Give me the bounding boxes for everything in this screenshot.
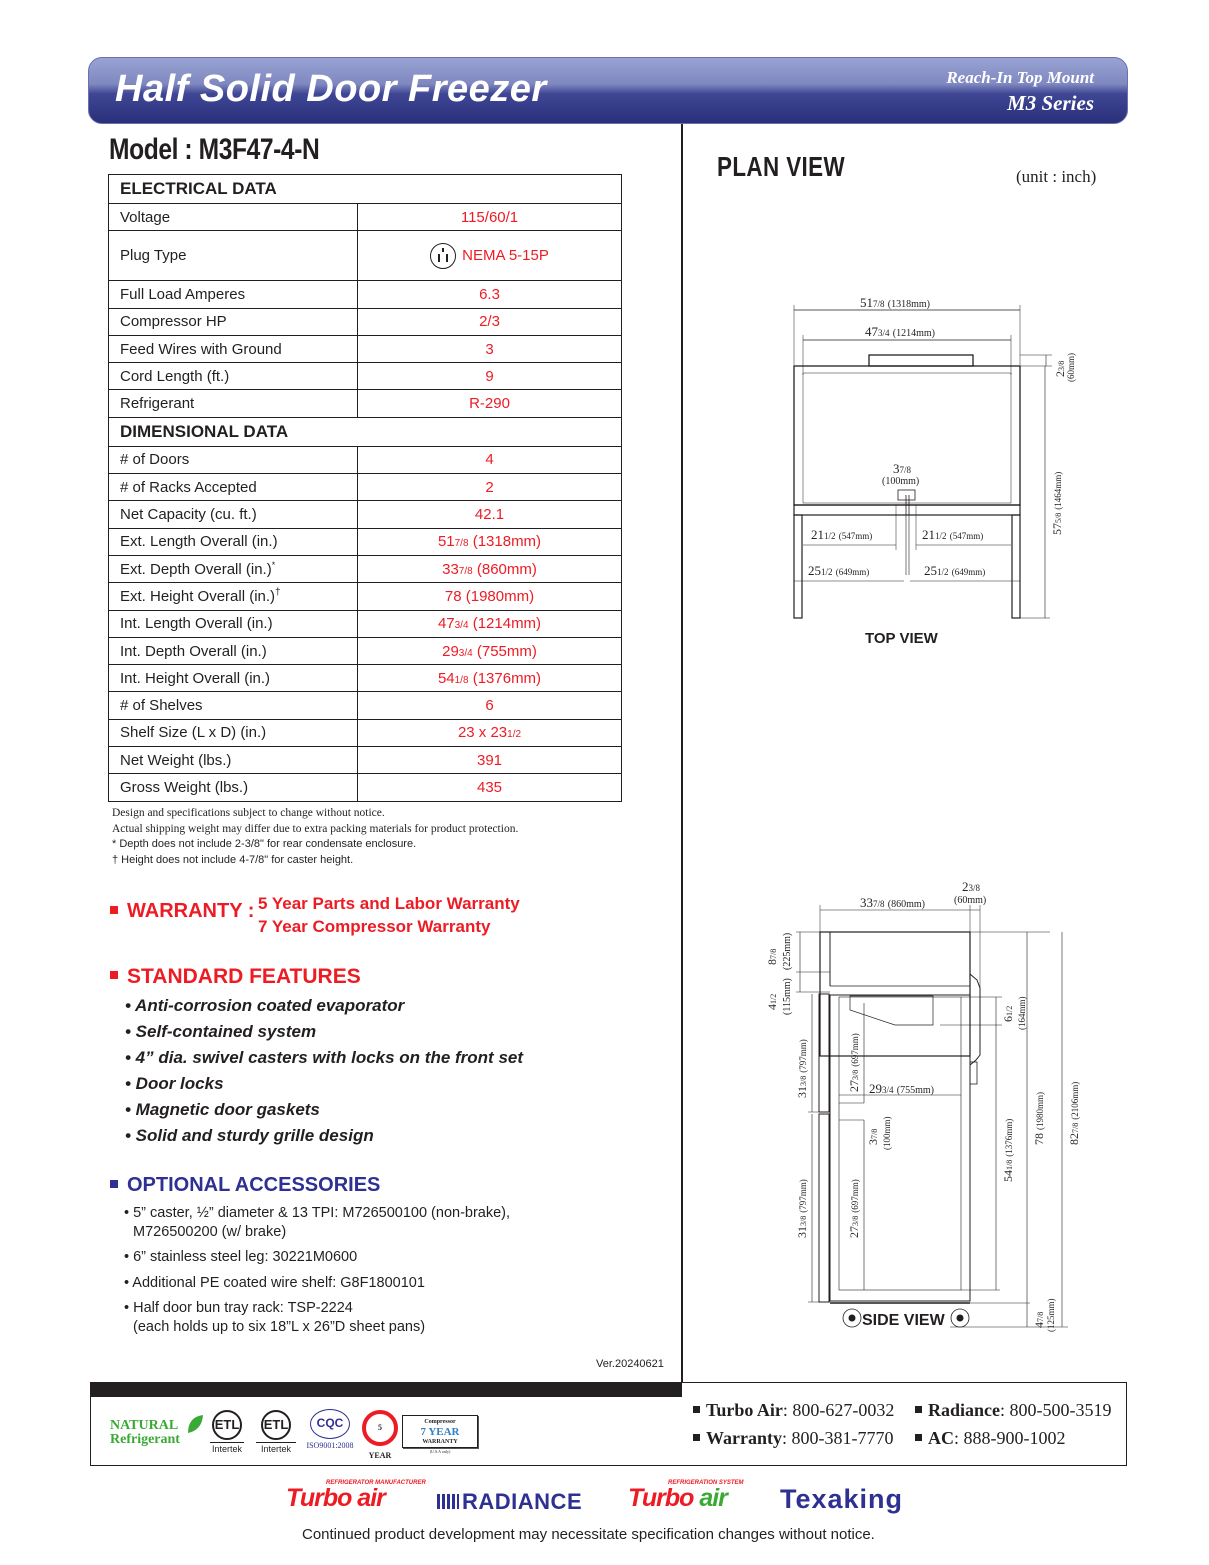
table-row — [109, 281, 622, 308]
column-divider — [681, 124, 683, 1382]
row-label: Full Load Amperes — [109, 281, 358, 308]
side-dim-upper-int — [847, 1033, 861, 1092]
row-value: 3 — [358, 335, 622, 362]
spec-notes — [112, 806, 518, 868]
header-subtitle-type: Reach-In Top Mount — [946, 68, 1094, 87]
list-item: • 4” dia. swivel casters with locks on the front set — [125, 1048, 524, 1067]
row-value: 6.3 — [358, 281, 622, 308]
table-row — [109, 501, 622, 528]
header-subtitle-series: M3 Series — [1007, 91, 1094, 115]
row-value: 115/60/1 — [358, 204, 622, 231]
dim-rear — [1053, 353, 1076, 382]
row-value: 391 — [358, 747, 622, 774]
turbo-air-logo-2: REFRIGERATION SYSTEM Turbo air — [628, 1480, 744, 1512]
dimensional-section-title: DIMENSIONAL DATA — [109, 417, 622, 446]
svg-text:(164mm): (164mm) — [1017, 996, 1027, 1030]
table-row — [109, 665, 622, 692]
cqc-logo: CQC ISO9001:2008 — [302, 1409, 358, 1450]
side-view-label: SIDE VIEW — [862, 1312, 945, 1329]
etl-logo-1: ETL Intertek — [210, 1410, 244, 1454]
page-title: Half Solid Door Freezer — [115, 68, 547, 110]
contact-list — [693, 1396, 1112, 1452]
side-dim-evaporator — [1001, 1006, 1015, 1022]
side-dim-caster — [1032, 1312, 1046, 1328]
turbo-air-logo-1: REFRIGERATOR MANUFACTURER Turbo air — [286, 1480, 426, 1512]
svg-text:(225mm): (225mm) — [782, 932, 793, 970]
plug-type-value: NEMA 5-15P — [462, 246, 549, 264]
standard-features-list — [125, 993, 523, 1149]
bullet-square-icon — [110, 971, 118, 979]
etl-icon: ETL — [212, 1410, 242, 1440]
table-row — [109, 555, 622, 582]
natural-refrigerant-logo: NATURAL Refrigerant — [110, 1418, 180, 1447]
row-label: Net Capacity (cu. ft.) — [109, 501, 358, 528]
side-dim-depth: 337/8 (860mm) — [860, 895, 925, 910]
etl-us-icon: ETL — [261, 1410, 291, 1440]
standard-features-title: STANDARD FEATURES — [110, 965, 361, 989]
svg-text:827/8 (2106mm): 827/8 (2106mm) — [1067, 1081, 1081, 1145]
row-label: Shelf Size (L x D) (in.) — [109, 719, 358, 746]
svg-text:(100mm): (100mm) — [882, 1116, 892, 1150]
side-dim-lower-door — [795, 1179, 809, 1238]
leaf-icon — [186, 1413, 204, 1435]
table-row — [109, 719, 622, 746]
table-row — [109, 231, 622, 281]
side-dim-lower-int — [847, 1179, 861, 1238]
row-value: 42.1 — [358, 501, 622, 528]
list-item: • Half door bun tray rack: TSP-2224 (each holds up to six 18”L x 26”D sheet pans) — [124, 1300, 426, 1335]
row-label: # of Shelves — [109, 692, 358, 719]
list-item: • 5” caster, ½” diameter & 13 TPI: M726500100 (non-brake), M726500200 (w/ brake) — [124, 1205, 511, 1240]
row-label: Voltage — [109, 204, 358, 231]
dim-door-open-left: 211/2 (547mm) — [811, 527, 873, 542]
contact-turbo-air: Turbo Air: 800-627-0032 — [693, 1396, 915, 1424]
note-height: † Height does not include 4-7/8" for caster height. — [112, 853, 354, 866]
row-value: 337/8 (860mm) — [358, 555, 622, 582]
row-value: 9 — [358, 363, 622, 390]
side-view-drawing — [750, 870, 1090, 1335]
row-value: 23 x 231/2 — [358, 719, 622, 746]
contact-ac: AC: 888-900-1002 — [915, 1424, 1066, 1452]
row-value: 2/3 — [358, 308, 622, 335]
side-dim-upper-door — [795, 1039, 809, 1098]
spec-table — [108, 174, 622, 802]
texaking-logo: Texaking — [780, 1484, 904, 1514]
svg-text:313/8 (797mm): 313/8 (797mm) — [795, 1039, 809, 1098]
nema-plug-icon — [430, 243, 456, 269]
row-label: Compressor HP — [109, 308, 358, 335]
svg-text:78 (1980mm): 78 (1980mm) — [1032, 1092, 1046, 1145]
top-view-drawing — [780, 285, 1100, 655]
svg-text:273/8 (697mm): 273/8 (697mm) — [847, 1179, 861, 1238]
list-item: • 6” stainless steel leg: 30221M0600 — [124, 1249, 358, 1265]
table-row — [109, 583, 622, 610]
side-dim-total-height — [1067, 1082, 1081, 1145]
footer-disclaimer: Continued product development may necessitate specification changes without notice. — [302, 1526, 875, 1543]
warranty-label: WARRANTY : — [110, 900, 254, 923]
row-value — [358, 231, 622, 281]
list-item: • Additional PE coated wire shelf: G8F1800101 — [124, 1274, 425, 1291]
svg-text:47/8: 47/8 — [1032, 1311, 1046, 1328]
side-dim-top-grille — [765, 949, 779, 965]
bullet-square-icon — [110, 906, 118, 914]
dim-door-right: 251/2 (649mm) — [924, 563, 986, 578]
five-year-warranty-badge: 5 YEAR — [362, 1410, 398, 1446]
svg-text:23/8: 23/8 — [1053, 360, 1067, 377]
row-label: Ext. Depth Overall (in.)* — [109, 555, 358, 582]
dim-door-left: 251/2 (649mm) — [808, 563, 870, 578]
side-dim-mullion — [866, 1129, 880, 1145]
row-label: Cord Length (ft.) — [109, 363, 358, 390]
svg-text:(60mm): (60mm) — [954, 895, 987, 906]
svg-text:(115mm): (115mm) — [782, 978, 793, 1015]
table-row — [109, 610, 622, 637]
dim-ext-length: 517/8 (1318mm) — [860, 295, 930, 310]
dim-mullion: 37/8 — [893, 461, 912, 476]
version-label: Ver.20240621 — [596, 1358, 664, 1370]
cqc-icon: CQC — [310, 1409, 350, 1439]
side-dim-int-height — [1001, 1119, 1015, 1182]
table-row — [109, 747, 622, 774]
side-dim-rear: 23/8 — [962, 879, 981, 894]
warranty-details: 5 Year Parts and Labor Warranty 7 Year Compressor Warranty — [258, 894, 520, 936]
dim-int-length: 473/4 (1214mm) — [865, 324, 935, 339]
row-value: 541/8 (1376mm) — [358, 665, 622, 692]
row-label: Ext. Height Overall (in.)† — [109, 583, 358, 610]
bullet-square-icon — [110, 1180, 118, 1188]
side-dim-gap — [765, 994, 779, 1010]
top-view-label: TOP VIEW — [865, 630, 938, 647]
row-value: 293/4 (755mm) — [358, 637, 622, 664]
note-depth: * Depth does not include 2-3/8" for rear condensate enclosure. — [112, 838, 417, 850]
radiance-logo: RADIANCE — [437, 1489, 582, 1515]
side-dim-ext-height — [1032, 1092, 1046, 1145]
svg-text:41/2: 41/2 — [765, 993, 779, 1010]
svg-text:313/8 (797mm): 313/8 (797mm) — [795, 1179, 809, 1238]
svg-text:(60mm): (60mm) — [1066, 353, 1076, 382]
optional-accessories-title: OPTIONAL ACCESSORIES — [110, 1174, 380, 1197]
table-row — [109, 335, 622, 362]
row-label: # of Racks Accepted — [109, 474, 358, 501]
row-value: R-290 — [358, 390, 622, 417]
optional-accessories-list — [124, 1204, 510, 1343]
row-value: 2 — [358, 474, 622, 501]
note: Actual shipping weight may differ due to extra packing materials for product protection. — [112, 822, 519, 835]
svg-text:(125mm): (125mm) — [1046, 1298, 1056, 1332]
row-label: Net Weight (lbs.) — [109, 747, 358, 774]
table-row — [109, 474, 622, 501]
row-value: 473/4 (1214mm) — [358, 610, 622, 637]
side-dim-int-depth: 293/4 (755mm) — [869, 1081, 934, 1096]
svg-text:(100mm): (100mm) — [882, 476, 920, 487]
row-label: Int. Length Overall (in.) — [109, 610, 358, 637]
table-row — [109, 528, 622, 555]
row-label: Plug Type — [109, 231, 358, 281]
row-value: 435 — [358, 774, 622, 801]
electrical-section-title: ELECTRICAL DATA — [109, 175, 622, 204]
dim-depth — [1050, 472, 1064, 535]
row-label: Int. Depth Overall (in.) — [109, 637, 358, 664]
footer-black-bar — [90, 1382, 682, 1397]
list-item: • Anti-corrosion coated evaporator — [125, 996, 405, 1015]
row-label: Refrigerant — [109, 390, 358, 417]
etl-logo-2: ETL Intertek — [256, 1410, 296, 1454]
table-row — [109, 774, 622, 801]
table-row — [109, 308, 622, 335]
svg-text:87/8: 87/8 — [765, 948, 779, 965]
svg-text:575/8 (1464mm): 575/8 (1464mm) — [1050, 471, 1064, 535]
list-item: • Self-contained system — [125, 1022, 317, 1041]
unit-label: (unit : inch) — [1016, 167, 1097, 186]
svg-text:61/2: 61/2 — [1001, 1005, 1015, 1022]
row-value: 517/8 (1318mm) — [358, 528, 622, 555]
note: Design and specifications subject to change without notice. — [112, 807, 385, 819]
svg-text:37/8: 37/8 — [866, 1128, 880, 1145]
row-label: Int. Height Overall (in.) — [109, 665, 358, 692]
table-row — [109, 363, 622, 390]
svg-text:541/8 (1376mm): 541/8 (1376mm) — [1001, 1118, 1015, 1182]
row-label: # of Doors — [109, 446, 358, 473]
list-item: • Magnetic door gaskets — [125, 1100, 320, 1119]
compressor-warranty-badge: Compressor 7 YEAR WARRANTY (U.S.A only) — [402, 1415, 478, 1448]
plan-view-title: PLAN VIEW — [717, 151, 846, 182]
svg-text:273/8 (697mm): 273/8 (697mm) — [847, 1033, 861, 1092]
row-label: Ext. Length Overall (in.) — [109, 528, 358, 555]
table-row — [109, 204, 622, 231]
table-row — [109, 637, 622, 664]
table-row — [109, 390, 622, 417]
row-label: Gross Weight (lbs.) — [109, 774, 358, 801]
table-row — [109, 446, 622, 473]
list-item: • Solid and sturdy grille design — [125, 1126, 374, 1145]
contact-warranty: Warranty: 800-381-7770 — [693, 1424, 915, 1452]
model-number: Model : M3F47-4-N — [109, 133, 320, 166]
row-value: 6 — [358, 692, 622, 719]
row-value: 4 — [358, 446, 622, 473]
dim-door-open-right: 211/2 (547mm) — [922, 527, 984, 542]
contact-radiance: Radiance: 800-500-3519 — [915, 1396, 1112, 1424]
list-item: • Door locks — [125, 1074, 224, 1093]
row-value: 78 (1980mm) — [358, 583, 622, 610]
table-row — [109, 692, 622, 719]
row-label: Feed Wires with Ground — [109, 335, 358, 362]
